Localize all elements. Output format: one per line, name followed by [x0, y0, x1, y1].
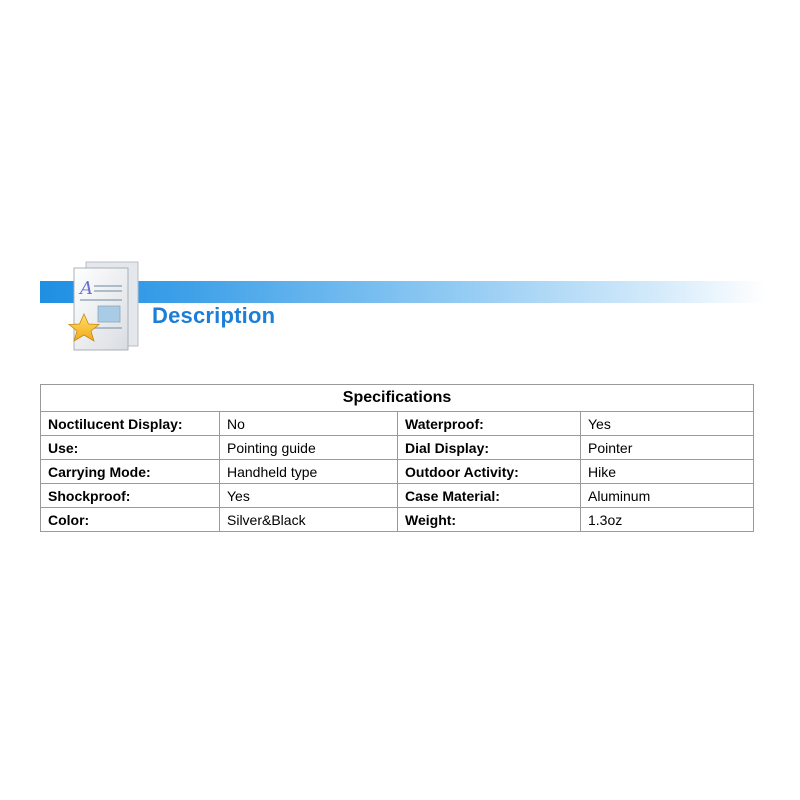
spec-label: Use: [41, 436, 220, 460]
spec-value: Handheld type [220, 460, 398, 484]
spec-label: Carrying Mode: [41, 460, 220, 484]
spec-label: Case Material: [398, 484, 581, 508]
spec-label: Dial Display: [398, 436, 581, 460]
document-star-icon [66, 258, 146, 354]
spec-value: Hike [581, 460, 754, 484]
spec-label: Weight: [398, 508, 581, 532]
spec-label: Color: [41, 508, 220, 532]
spec-value: Pointer [581, 436, 754, 460]
spec-value: Silver&Black [220, 508, 398, 532]
table-row [41, 412, 754, 436]
table-caption: Specifications [41, 385, 754, 412]
table-row [41, 484, 754, 508]
spec-value: Aluminum [581, 484, 754, 508]
header-banner-bar [40, 281, 766, 303]
spec-value: 1.3oz [581, 508, 754, 532]
spec-value: No [220, 412, 398, 436]
specifications-table [40, 384, 754, 532]
svg-text:A: A [80, 278, 93, 299]
spec-label: Noctilucent Display: [41, 412, 220, 436]
spec-label: Shockproof: [41, 484, 220, 508]
spec-value: Pointing guide [220, 436, 398, 460]
spec-label: Outdoor Activity: [398, 460, 581, 484]
spec-label: Waterproof: [398, 412, 581, 436]
table-row [41, 436, 754, 460]
section-title: Description [152, 303, 276, 328]
spec-value: Yes [581, 412, 754, 436]
table-row [41, 508, 754, 532]
spec-value: Yes [220, 484, 398, 508]
table-row [41, 460, 754, 484]
